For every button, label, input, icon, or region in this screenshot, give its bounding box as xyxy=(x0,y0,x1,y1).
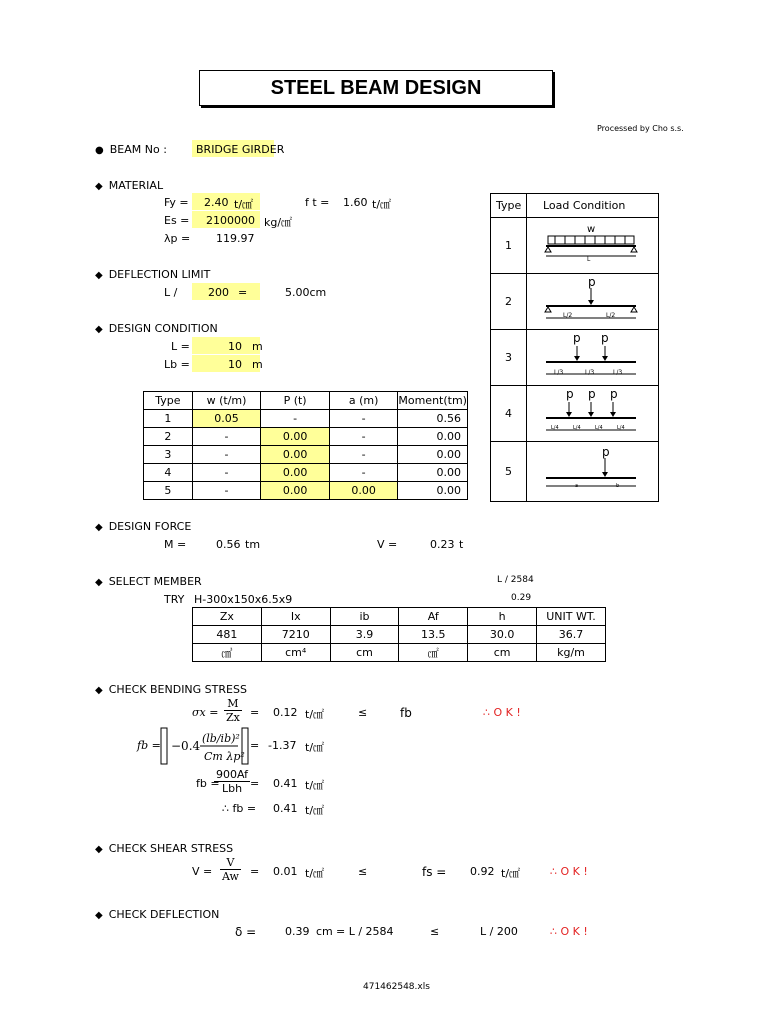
design-force-heading: ◆ DESIGN FORCE xyxy=(95,520,192,533)
sigma-unit: t/㎠ xyxy=(305,708,325,721)
span-label: L xyxy=(587,256,591,263)
quarter-label: L/4 xyxy=(573,425,581,431)
diamond-bullet-icon: ◆ xyxy=(95,685,103,696)
table-header: Af xyxy=(399,608,468,626)
table-cell: 7210 xyxy=(261,626,330,644)
title-box xyxy=(199,70,553,106)
p-label: p xyxy=(602,445,610,459)
member-table xyxy=(192,607,606,662)
beam-row xyxy=(95,143,167,156)
table-cell: - xyxy=(329,464,398,482)
table-cell: 0.00 xyxy=(261,464,330,482)
w-label: w xyxy=(587,224,596,235)
quarter-label: L/4 xyxy=(595,425,603,431)
deflection-ratio: = L / 2584 xyxy=(336,925,394,938)
v-unit: t xyxy=(459,538,464,551)
diamond-bullet-icon: ◆ xyxy=(95,181,103,192)
lp-label: λp = xyxy=(164,232,191,245)
lc-header-load: Load Condition xyxy=(543,199,626,212)
lb-value: 10 xyxy=(228,358,242,371)
ft-unit: t/㎠ xyxy=(372,198,392,211)
ratio-2: 0.29 xyxy=(511,593,532,603)
a-dim-label: a xyxy=(575,483,579,489)
lc-type: 3 xyxy=(505,351,512,364)
fs-value: 0.92 xyxy=(470,865,495,878)
l-unit: m xyxy=(252,340,263,353)
table-header: w (t/m) xyxy=(192,392,261,410)
table-cell: 0.00 xyxy=(398,482,468,500)
table-cell: 1 xyxy=(144,410,193,428)
delta-lhs: δ = xyxy=(235,925,257,939)
es-label: Es = xyxy=(164,214,190,227)
table-cell: 0.00 xyxy=(261,446,330,464)
quarter-label: L/4 xyxy=(551,425,559,431)
eccentric-point-load-diagram xyxy=(543,456,639,494)
third-label: L/3 xyxy=(613,369,623,376)
table-header: a (m) xyxy=(329,392,398,410)
lc-type: 2 xyxy=(505,295,512,308)
es-unit: kg/㎠ xyxy=(264,216,293,229)
table-cell: - xyxy=(192,482,261,500)
table-cell: cm xyxy=(468,644,537,662)
table-header: Zx xyxy=(193,608,262,626)
lc-type: 4 xyxy=(505,407,512,420)
fb1-value: -1.37 xyxy=(268,739,297,752)
try-label: TRY xyxy=(164,593,185,606)
fy-label: Fy = xyxy=(164,196,189,209)
load-table xyxy=(143,391,468,500)
table-row xyxy=(144,464,468,482)
b-dim-label: b xyxy=(616,483,620,489)
le-symbol: ≤ xyxy=(358,706,368,719)
p-label: p xyxy=(573,331,581,345)
deflection-value: 0.39 xyxy=(285,925,310,938)
fb-symbol: fb xyxy=(400,706,412,720)
table-cell: kg/m xyxy=(537,644,606,662)
ft-label: f t = xyxy=(305,196,330,209)
svg-text:Cm λp²: Cm λp² xyxy=(204,750,245,763)
lc-header-type: Type xyxy=(496,199,522,212)
table-cell: 0.00 xyxy=(329,482,398,500)
table-cell: 0.00 xyxy=(261,428,330,446)
m-unit: tm xyxy=(245,538,261,551)
lb-cell xyxy=(192,355,260,372)
lc-type: 1 xyxy=(505,239,512,252)
table-cell: 481 xyxy=(193,626,262,644)
dl-label: L / xyxy=(164,286,178,299)
p-label: p xyxy=(566,387,574,401)
l-cell xyxy=(192,337,260,354)
es-value: 2100000 xyxy=(206,214,255,227)
table-cell: 5 xyxy=(144,482,193,500)
sigma-lhs: σx = xyxy=(192,706,219,719)
diamond-bullet-icon: ◆ xyxy=(95,522,103,533)
diamond-bullet-icon: ◆ xyxy=(95,577,103,588)
table-cell: 0.00 xyxy=(261,482,330,500)
bending-heading: ◆ CHECK BENDING STRESS xyxy=(95,683,247,696)
sigma-eq: = xyxy=(250,706,260,719)
table-header: Ix xyxy=(261,608,330,626)
m-value: 0.56 xyxy=(216,538,241,551)
table-cell: - xyxy=(261,410,330,428)
l-label: L = xyxy=(171,340,190,353)
svg-text:−0.4: −0.4 xyxy=(171,739,201,753)
diamond-bullet-icon: ◆ xyxy=(95,844,103,855)
ft-value: 1.60 xyxy=(343,196,368,209)
fb2-eq: = xyxy=(250,777,260,790)
half-label: L/2 xyxy=(563,312,573,319)
table-cell: 3.9 xyxy=(330,626,399,644)
shear-unit: t/㎠ xyxy=(305,867,325,880)
table-row xyxy=(144,446,468,464)
footer-filename: 471462548.xls xyxy=(363,982,430,992)
table-row xyxy=(144,482,468,500)
table-header-row xyxy=(144,392,468,410)
shear-eq: = xyxy=(250,865,260,878)
design-condition-heading: ◆ DESIGN CONDITION xyxy=(95,322,218,335)
center-point-load-diagram xyxy=(543,286,639,326)
v-value: 0.23 xyxy=(430,538,455,551)
fb-formula-graphic xyxy=(158,724,252,768)
diamond-bullet-icon: ◆ xyxy=(95,910,103,921)
table-cell: - xyxy=(329,410,398,428)
half-label: L/2 xyxy=(606,312,616,319)
shear-lhs: V = xyxy=(192,865,213,878)
dl-divisor: 200 xyxy=(208,286,229,299)
sigma-value: 0.12 xyxy=(273,706,298,719)
table-cell: 13.5 xyxy=(399,626,468,644)
table-row xyxy=(144,428,468,446)
fb2-fraction: 900Af Lbh xyxy=(216,768,249,795)
table-header: P (t) xyxy=(261,392,330,410)
fy-value: 2.40 xyxy=(204,196,229,209)
fb-lhs: fb = xyxy=(137,739,161,752)
select-member-heading: ◆ SELECT MEMBER xyxy=(95,575,202,588)
table-cell: - xyxy=(192,428,261,446)
table-cell: cm⁴ xyxy=(261,644,330,662)
l-value: 10 xyxy=(228,340,242,353)
processed-by: Processed by Cho s.s. xyxy=(597,124,684,133)
fb2-value: 0.41 xyxy=(273,777,298,790)
dl-eq: = xyxy=(238,286,248,299)
table-header: ib xyxy=(330,608,399,626)
table-header: Moment(tm) xyxy=(398,392,468,410)
v-over-aw: $\frac{V}{Aw}$ xyxy=(222,856,239,883)
p-label: p xyxy=(588,275,596,289)
lb-label: Lb = xyxy=(164,358,190,371)
diamond-bullet-icon: ◆ xyxy=(95,270,103,281)
bending-ok: ∴ O K ! xyxy=(483,706,521,719)
table-cell: - xyxy=(192,446,261,464)
fs-symbol: fs = xyxy=(422,865,447,879)
material-heading: ◆ MATERIAL xyxy=(95,179,164,192)
m-over-zx: $\frac{M}{Zx}$ xyxy=(226,697,240,724)
table-cell: ㎤ xyxy=(193,644,262,662)
fb2-lhs: fb = xyxy=(196,777,220,790)
shear-ok: ∴ O K ! xyxy=(550,865,588,878)
table-row xyxy=(144,410,468,428)
table-cell: cm xyxy=(330,644,399,662)
table-header: Type xyxy=(144,392,193,410)
ratio: L / 2584 xyxy=(497,575,534,585)
table-cell: ㎠ xyxy=(399,644,468,662)
fs-unit: t/㎠ xyxy=(501,867,521,880)
fy-unit: t/㎠ xyxy=(234,198,254,211)
fb1-unit: t/㎠ xyxy=(305,741,325,754)
v-label: V = xyxy=(377,538,398,551)
lc-type: 5 xyxy=(505,465,512,478)
two-point-load-diagram xyxy=(543,344,639,382)
beam-value: BRIDGE GIRDER xyxy=(196,143,285,156)
table-cell: 0.00 xyxy=(398,464,468,482)
fb3-value: 0.41 xyxy=(273,802,298,815)
le-symbol: ≤ xyxy=(430,925,440,938)
table-cell: 0.00 xyxy=(398,428,468,446)
fb3-lhs: ∴ fb = xyxy=(222,802,257,815)
table-cell: - xyxy=(329,428,398,446)
deflection-limit-heading: ◆ DEFLECTION LIMIT xyxy=(95,268,211,281)
table-cell: - xyxy=(192,464,261,482)
third-label: L/3 xyxy=(585,369,595,376)
lp-value: 119.97 xyxy=(216,232,255,245)
dl-value: 5.00cm xyxy=(285,286,327,299)
table-header: h xyxy=(468,608,537,626)
table-cell: 36.7 xyxy=(537,626,606,644)
beam-label: BEAM No : xyxy=(109,143,167,156)
quarter-label: L/4 xyxy=(617,425,625,431)
table-header-row xyxy=(193,608,606,626)
table-cell: 30.0 xyxy=(468,626,537,644)
table-cell: - xyxy=(329,446,398,464)
three-point-load-diagram xyxy=(543,400,639,438)
section-name: H-300x150x6.5x9 xyxy=(194,593,293,606)
deflection-limit: L / 200 xyxy=(480,925,518,938)
table-row xyxy=(193,626,606,644)
table-cell: 0.00 xyxy=(398,446,468,464)
table-cell: 4 xyxy=(144,464,193,482)
le-symbol: ≤ xyxy=(358,865,368,878)
third-label: L/3 xyxy=(554,369,564,376)
load-condition-table xyxy=(490,193,659,502)
deflection-ok: ∴ O K ! xyxy=(550,925,588,938)
svg-text:(lb/ib)²: (lb/ib)² xyxy=(202,732,240,745)
circle-bullet-icon: ● xyxy=(95,145,104,156)
fb3-unit: t/㎠ xyxy=(305,804,325,817)
shear-heading: ◆ CHECK SHEAR STRESS xyxy=(95,842,234,855)
table-cell: 0.05 xyxy=(192,410,261,428)
table-row xyxy=(193,644,606,662)
table-cell: 2 xyxy=(144,428,193,446)
table-cell: 3 xyxy=(144,446,193,464)
p-label: p xyxy=(610,387,618,401)
p-label: p xyxy=(601,331,609,345)
page-title: STEEL BEAM DESIGN xyxy=(270,77,482,99)
fb-eq: = xyxy=(250,739,260,752)
deflection-heading: ◆ CHECK DEFLECTION xyxy=(95,908,220,921)
shear-value: 0.01 xyxy=(273,865,298,878)
p-label: p xyxy=(588,387,596,401)
lb-unit: m xyxy=(252,358,263,371)
deflection-unit: cm xyxy=(316,925,333,938)
diamond-bullet-icon: ◆ xyxy=(95,324,103,335)
table-cell: 0.56 xyxy=(398,410,468,428)
table-header: UNIT WT. xyxy=(537,608,606,626)
fb2-unit: t/㎠ xyxy=(305,779,325,792)
m-label: M = xyxy=(164,538,187,551)
